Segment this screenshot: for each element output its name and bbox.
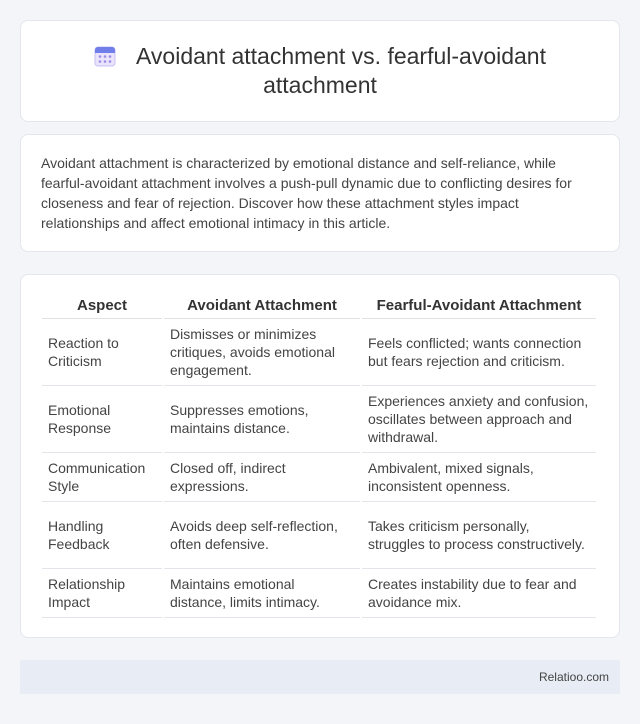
table-header-row: [42, 295, 596, 319]
header-fearful-avoidant: Fearful-Avoidant Attachment: [362, 295, 596, 319]
avoidant-cell: Dismisses or minimizes critiques, avoids emotional engagement.: [164, 319, 360, 386]
table-row: [42, 502, 596, 569]
intro-text: Avoidant attachment is characterized by emotional distance and self-reliance, while fearful-avoidant attachment involves a push-pull dynamic due to conflicting desires for closeness and fear of rejection. Discover how these attachment styles impact relationships and affect emotional intimacy in this article.: [41, 155, 572, 231]
avoidant-cell: Closed off, indirect expressions.: [164, 453, 360, 502]
fearful-avoidant-cell: Feels conflicted; wants connection but fears rejection and criticism.: [362, 319, 596, 386]
avoidant-cell: Suppresses emotions, maintains distance.: [164, 386, 360, 453]
aspect-cell: Relationship Impact: [42, 569, 162, 618]
table-row: [42, 386, 596, 453]
avoidant-cell: Avoids deep self-reflection, often defensive.: [164, 502, 360, 569]
table-row: [42, 453, 596, 502]
header-avoidant: Avoidant Attachment: [164, 295, 360, 319]
aspect-cell: Reaction to Criticism: [42, 319, 162, 386]
avoidant-cell: Maintains emotional distance, limits intimacy.: [164, 569, 360, 618]
fearful-avoidant-cell: Experiences anxiety and confusion, oscillates between approach and withdrawal.: [362, 386, 596, 453]
footer: [20, 660, 620, 694]
calendar-icon: [94, 45, 116, 67]
title-card: [20, 20, 620, 122]
footer-brand-link[interactable]: Relatioo.com: [538, 670, 609, 684]
fearful-avoidant-cell: Creates instability due to fear and avoidance mix.: [362, 569, 596, 618]
intro-card: [20, 134, 620, 252]
fearful-avoidant-cell: Ambivalent, mixed signals, inconsistent openness.: [362, 453, 596, 502]
aspect-cell: Communication Style: [42, 453, 162, 502]
header-aspect: Aspect: [42, 295, 162, 319]
page-title: Avoidant attachment vs. fearful-avoidant attachment: [136, 43, 546, 98]
page-title-wrap: [85, 42, 555, 100]
comparison-table-card: [20, 274, 620, 638]
fearful-avoidant-cell: Takes criticism personally, struggles to process constructively.: [362, 502, 596, 569]
aspect-cell: Handling Feedback: [42, 502, 162, 569]
aspect-cell: Emotional Response: [42, 386, 162, 453]
comparison-table: [40, 295, 598, 618]
table-row: [42, 319, 596, 386]
table-row: [42, 569, 596, 618]
